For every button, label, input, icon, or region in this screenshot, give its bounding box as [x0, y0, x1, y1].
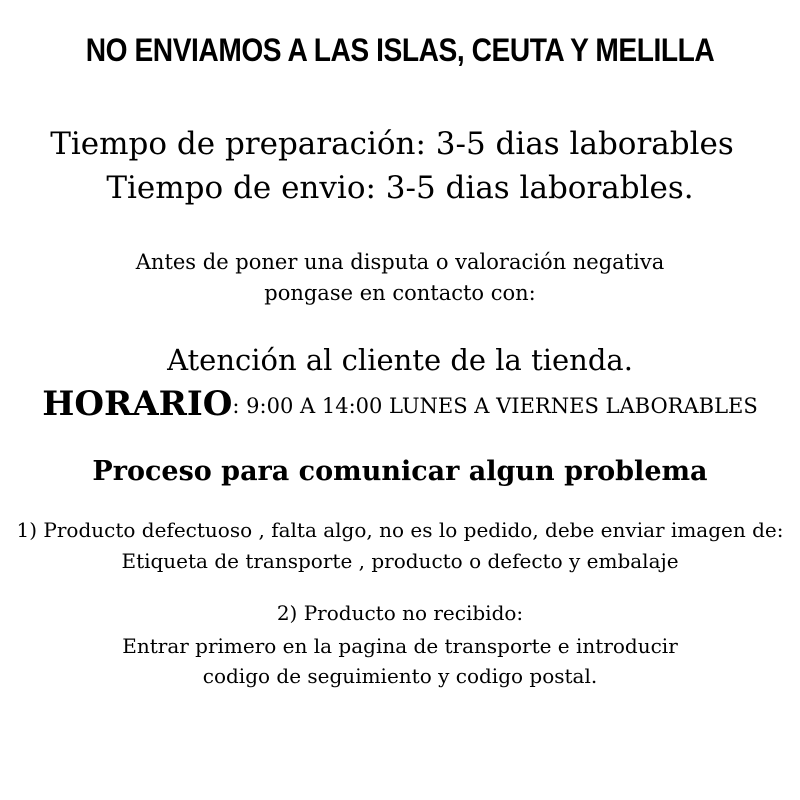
- shipping-restriction-banner: NO ENVIAMOS A LAS ISLAS, CEUTA Y MELILLA: [85, 32, 715, 68]
- preparation-time: Tiempo de preparación: 3-5 dias laborables: [50, 126, 734, 162]
- step-1-line-2: Etiqueta de transporte , producto o defecto y embalaje: [121, 549, 679, 573]
- step-2-line-1: 2) Producto no recibido:: [276, 601, 524, 625]
- dispute-notice-line-1: Antes de poner una disputa o valoración negativa: [135, 250, 665, 274]
- step-2-line-3: codigo de seguimiento y codigo postal.: [202, 664, 598, 688]
- dispute-notice-line-2: pongase en contacto con:: [264, 281, 536, 305]
- schedule-line: [0, 384, 800, 424]
- customer-service-title: Atención al cliente de la tienda.: [167, 343, 633, 377]
- process-heading: Proceso para comunicar algun problema: [92, 456, 708, 487]
- step-2-line-2: Entrar primero en la pagina de transporte e introducir: [122, 634, 678, 658]
- step-1-line-1: 1) Producto defectuoso , falta algo, no es lo pedido, debe enviar imagen de:: [16, 518, 784, 542]
- schedule-value: : 9:00 A 14:00 LUNES A VIERNES LABORABLES: [232, 394, 758, 418]
- shipping-time: Tiempo de envio: 3-5 dias laborables.: [106, 170, 694, 206]
- schedule-label: HORARIO: [42, 384, 233, 424]
